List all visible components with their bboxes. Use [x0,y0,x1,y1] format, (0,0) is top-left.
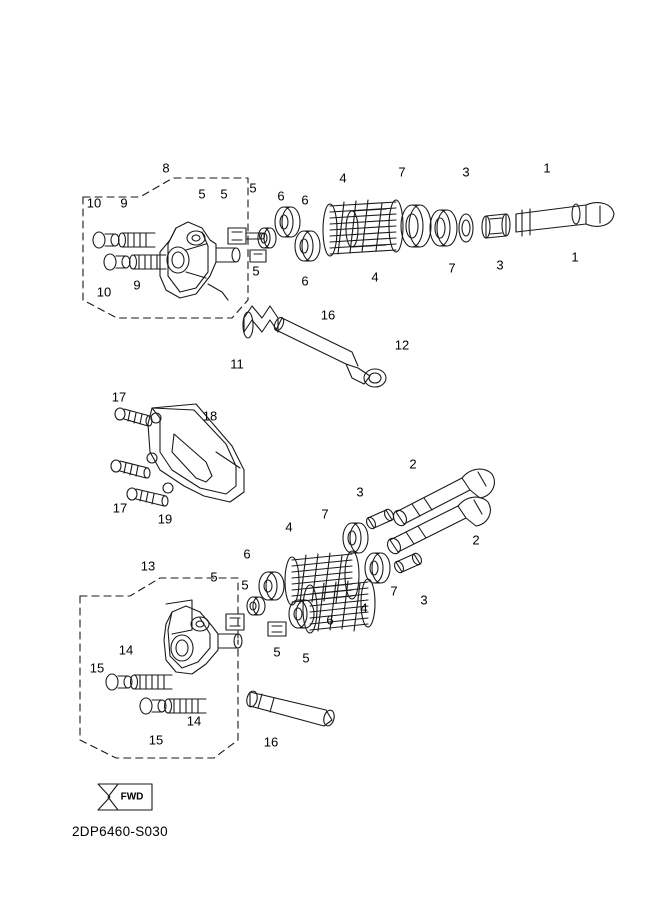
callout-number: 5 [273,644,281,660]
callout-number: 4 [360,600,368,616]
callout-number: 5 [302,650,310,666]
seal-5-lower-b [268,622,286,636]
spring-4-upper [323,200,403,256]
adjuster-5-upper [228,228,265,244]
callout-number: 7 [390,583,398,599]
callout-number: 15 [89,660,105,676]
fwd-label: FWD [120,791,144,803]
washer-6-upper-b [295,231,320,261]
bolt-17-upper [115,408,152,426]
valve-1-upper [516,203,614,236]
seal-7-upper-a [401,205,431,247]
callout-number: 3 [496,257,504,273]
callout-number: 6 [277,188,285,204]
callout-number: 6 [326,612,334,628]
seal-7-upper-b [430,210,457,246]
rocker-arm-lower [164,600,242,674]
callout-number: 2 [472,532,480,548]
callout-number: 2 [409,456,417,472]
callout-number: 3 [462,164,470,180]
callout-number: 17 [111,389,127,405]
spring-11 [243,306,278,338]
callout-number: 11 [230,356,244,372]
bolt-15-lower [140,698,166,714]
callout-number: 6 [243,546,251,562]
collet-3-mid-b [393,552,424,574]
locknut-5-lower [250,250,266,262]
callout-number: 4 [339,170,347,186]
seal-7-mid-b [365,553,390,583]
callout-number: 3 [356,484,364,500]
callout-number: 6 [301,192,309,208]
valve-2-upper [391,469,494,528]
callout-number: 12 [394,337,410,353]
washer-6-upper-a [275,207,300,237]
callout-number: 5 [220,186,228,202]
callout-number: 10 [96,284,112,300]
bolt-10-lower [104,254,130,270]
seal-5-lower-a [247,597,265,615]
callout-number: 9 [133,277,141,293]
pushrod-16-upper [272,316,386,387]
callout-number: 4 [371,269,379,285]
bolt-19 [127,488,168,506]
bolt-15-upper [106,674,132,690]
bracket-18 [147,404,244,502]
callout-number: 5 [252,263,260,279]
seal-5-upper-a [258,228,276,248]
callout-number: 14 [186,713,202,729]
part-code-label: 2DP6460-S030 [72,824,168,839]
stud-9-upper [119,233,156,247]
adjuster-5-lowerbox [226,614,244,630]
callout-number: 10 [86,195,102,211]
seal-7-mid-a [343,523,368,553]
callout-number: 1 [571,249,579,265]
callout-number: 7 [448,260,456,276]
callout-number: 9 [120,195,128,211]
callout-number: 5 [210,569,218,585]
collet-3-mid [365,508,396,530]
callout-number: 5 [198,186,206,202]
callout-number: 17 [112,500,128,516]
bolt-10-upper [93,232,119,248]
callout-number: 4 [285,519,293,535]
callout-number: 6 [301,273,309,289]
bolt-17-mid [111,460,150,478]
callout-number: 7 [321,506,329,522]
washer-6-lower-a [259,572,284,600]
callout-number: 3 [420,592,428,608]
callout-number: 1 [543,160,551,176]
callout-number: 19 [157,511,173,527]
callout-number: 16 [263,734,279,750]
callout-number: 5 [241,577,249,593]
callout-number: 8 [162,160,170,176]
callout-number: 16 [320,307,336,323]
callout-number: 13 [140,558,156,574]
callout-number: 18 [202,408,218,424]
retainer-3b-upper [459,214,473,242]
callout-number: 7 [398,164,406,180]
callout-number: 14 [118,642,134,658]
collet-3-upper [482,214,510,238]
pushrod-16-lower [245,690,336,727]
callout-number: 5 [249,180,257,196]
stud-14-upper [131,675,173,689]
callout-number: 15 [148,732,164,748]
stud-14-lower [165,699,207,713]
